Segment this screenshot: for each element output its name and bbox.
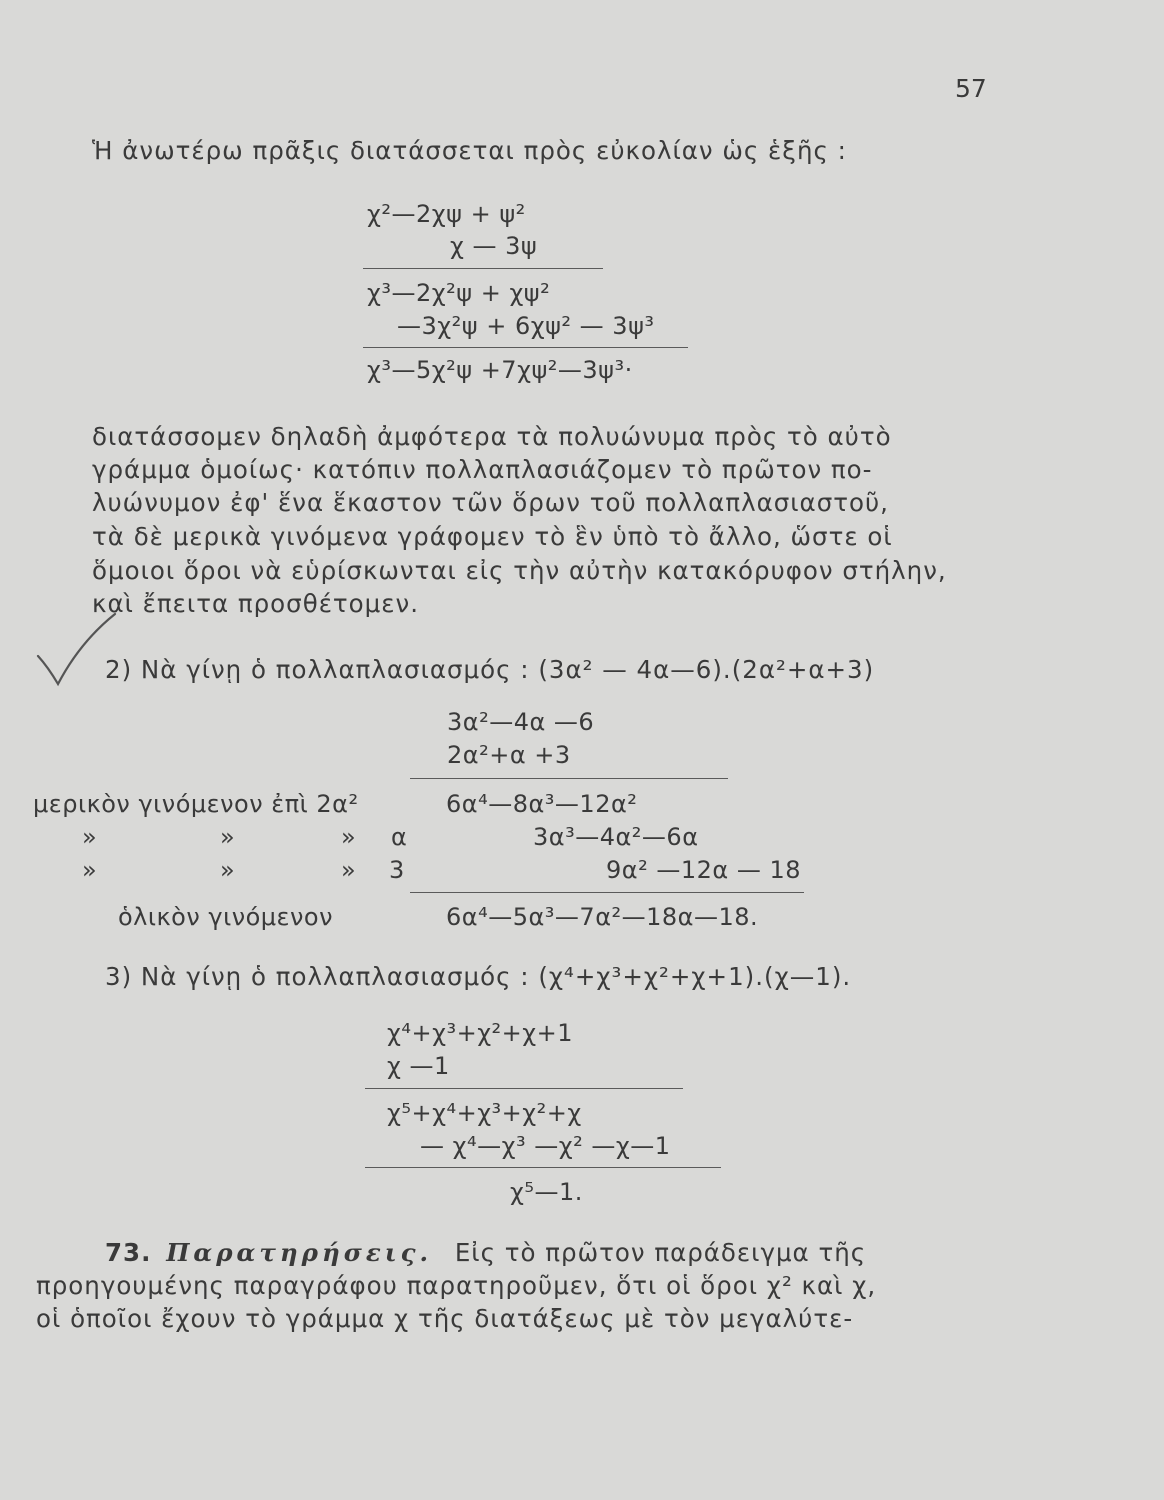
ex2-partial-label2-var: α [391,823,408,851]
ex2-total: 6α⁴—5α³—7α²—18α—18. [446,903,759,931]
ex2-rule2 [410,892,804,893]
ex3-partial2: — χ⁴—χ³ —χ² —χ—1 [420,1132,671,1160]
para1-line: ὅμοιοι ὅροι νὰ εὑρίσκωνται εἰς τὴν αὐτὴν κατακόρυφον στήλην, [92,556,947,585]
ex2-ditto: » [341,823,357,851]
ex2-partial-label1: μερικὸν γινόμενον ἐπὶ 2α² [33,790,359,818]
page-number: 57 [955,74,987,103]
ex2-partial2: 3α³—4α²—6α [533,823,699,851]
ex2-partial3: 9α² —12α — 18 [606,856,801,884]
para1-line: τὰ δὲ μερικὰ γινόμενα γράφομεν τὸ ἓν ὑπὸ τὸ ἄλλο, ὥστε οἱ [92,522,893,551]
section73-line1: Εἰς τὸ πρῶτον παράδειγμα τῆς [454,1238,867,1267]
intro-line: Ἡ ἀνωτέρω πρᾶξις διατάσσεται πρὸς εὐκολίαν ὡς ἑξῆς : [92,136,847,165]
ex1-row1: χ²—2χψ + ψ² [367,200,526,228]
ex2-partial1: 6α⁴—8α³—12α² [446,790,638,818]
ex1-row2: χ — 3ψ [450,232,538,260]
ex2-row1: 3α²—4α —6 [447,708,595,736]
ex3-partial1: χ⁵+χ⁴+χ³+χ²+χ [387,1099,582,1127]
ex3-result: χ⁵—1. [510,1178,583,1206]
para1-line: διατάσσομεν δηλαδὴ ἀμφότερα τὰ πολυώνυμα πρὸς τὸ αὐτὸ [92,422,892,451]
section73-line3: οἱ ὁποῖοι ἔχουν τὸ γράμμα χ τῆς διατάξεως μὲ τὸν μεγαλύτε- [36,1304,854,1333]
ex2-heading: 2) Νὰ γίνῃ ὁ πολλαπλασιασμός : (3α² — 4α—6).(2α²+α+3) [105,655,875,684]
ex1-rule1 [363,268,603,269]
ex3-heading: 3) Νὰ γίνῃ ὁ πολλαπλασιασμός : (χ⁴+χ³+χ²+χ+1).(χ—1). [105,962,852,991]
ex3-row1: χ⁴+χ³+χ²+χ+1 [387,1019,574,1047]
ex2-ditto: » [220,823,236,851]
ex2-ditto: » [220,856,236,884]
ex1-partial2: —3χ²ψ + 6χψ² — 3ψ³ [397,312,655,340]
ex2-ditto: » [82,856,98,884]
ex1-result: χ³—5χ²ψ +7χψ²—3ψ³· [367,356,633,384]
para1-line: καὶ ἔπειτα προσθέτομεν. [92,589,419,618]
section73-line2: προηγουμένης παραγράφου παρατηροῦμεν, ὅτι οἱ ὅροι χ² καὶ χ, [36,1271,877,1300]
section73-number: 73. [105,1238,152,1267]
ex2-ditto: » [82,823,98,851]
ex3-rule1 [365,1088,683,1089]
ex3-row2: χ —1 [387,1052,450,1080]
section73-title: Παρατηρήσεις. [166,1238,433,1267]
ex1-partial1: χ³—2χ²ψ + χψ² [367,279,551,307]
ex1-rule2 [363,347,688,348]
para1-line: γράμμα ὁμοίως· κατόπιν πολλαπλασιάζομεν τὸ πρῶτον πο- [92,455,873,484]
ex3-rule2 [365,1167,721,1168]
ex2-ditto: » [341,856,357,884]
section73-first-line [105,1238,866,1267]
ex2-rule1 [410,778,728,779]
ex2-total-label: ὁλικὸν γινόμενον [118,903,334,931]
ex2-row2: 2α²+α +3 [447,741,571,769]
ex2-partial-label3-var: 3 [389,856,405,884]
para1-line: λυώνυμον ἐφ' ἕνα ἕκαστον τῶν ὅρων τοῦ πολλαπλασιαστοῦ, [92,488,889,517]
